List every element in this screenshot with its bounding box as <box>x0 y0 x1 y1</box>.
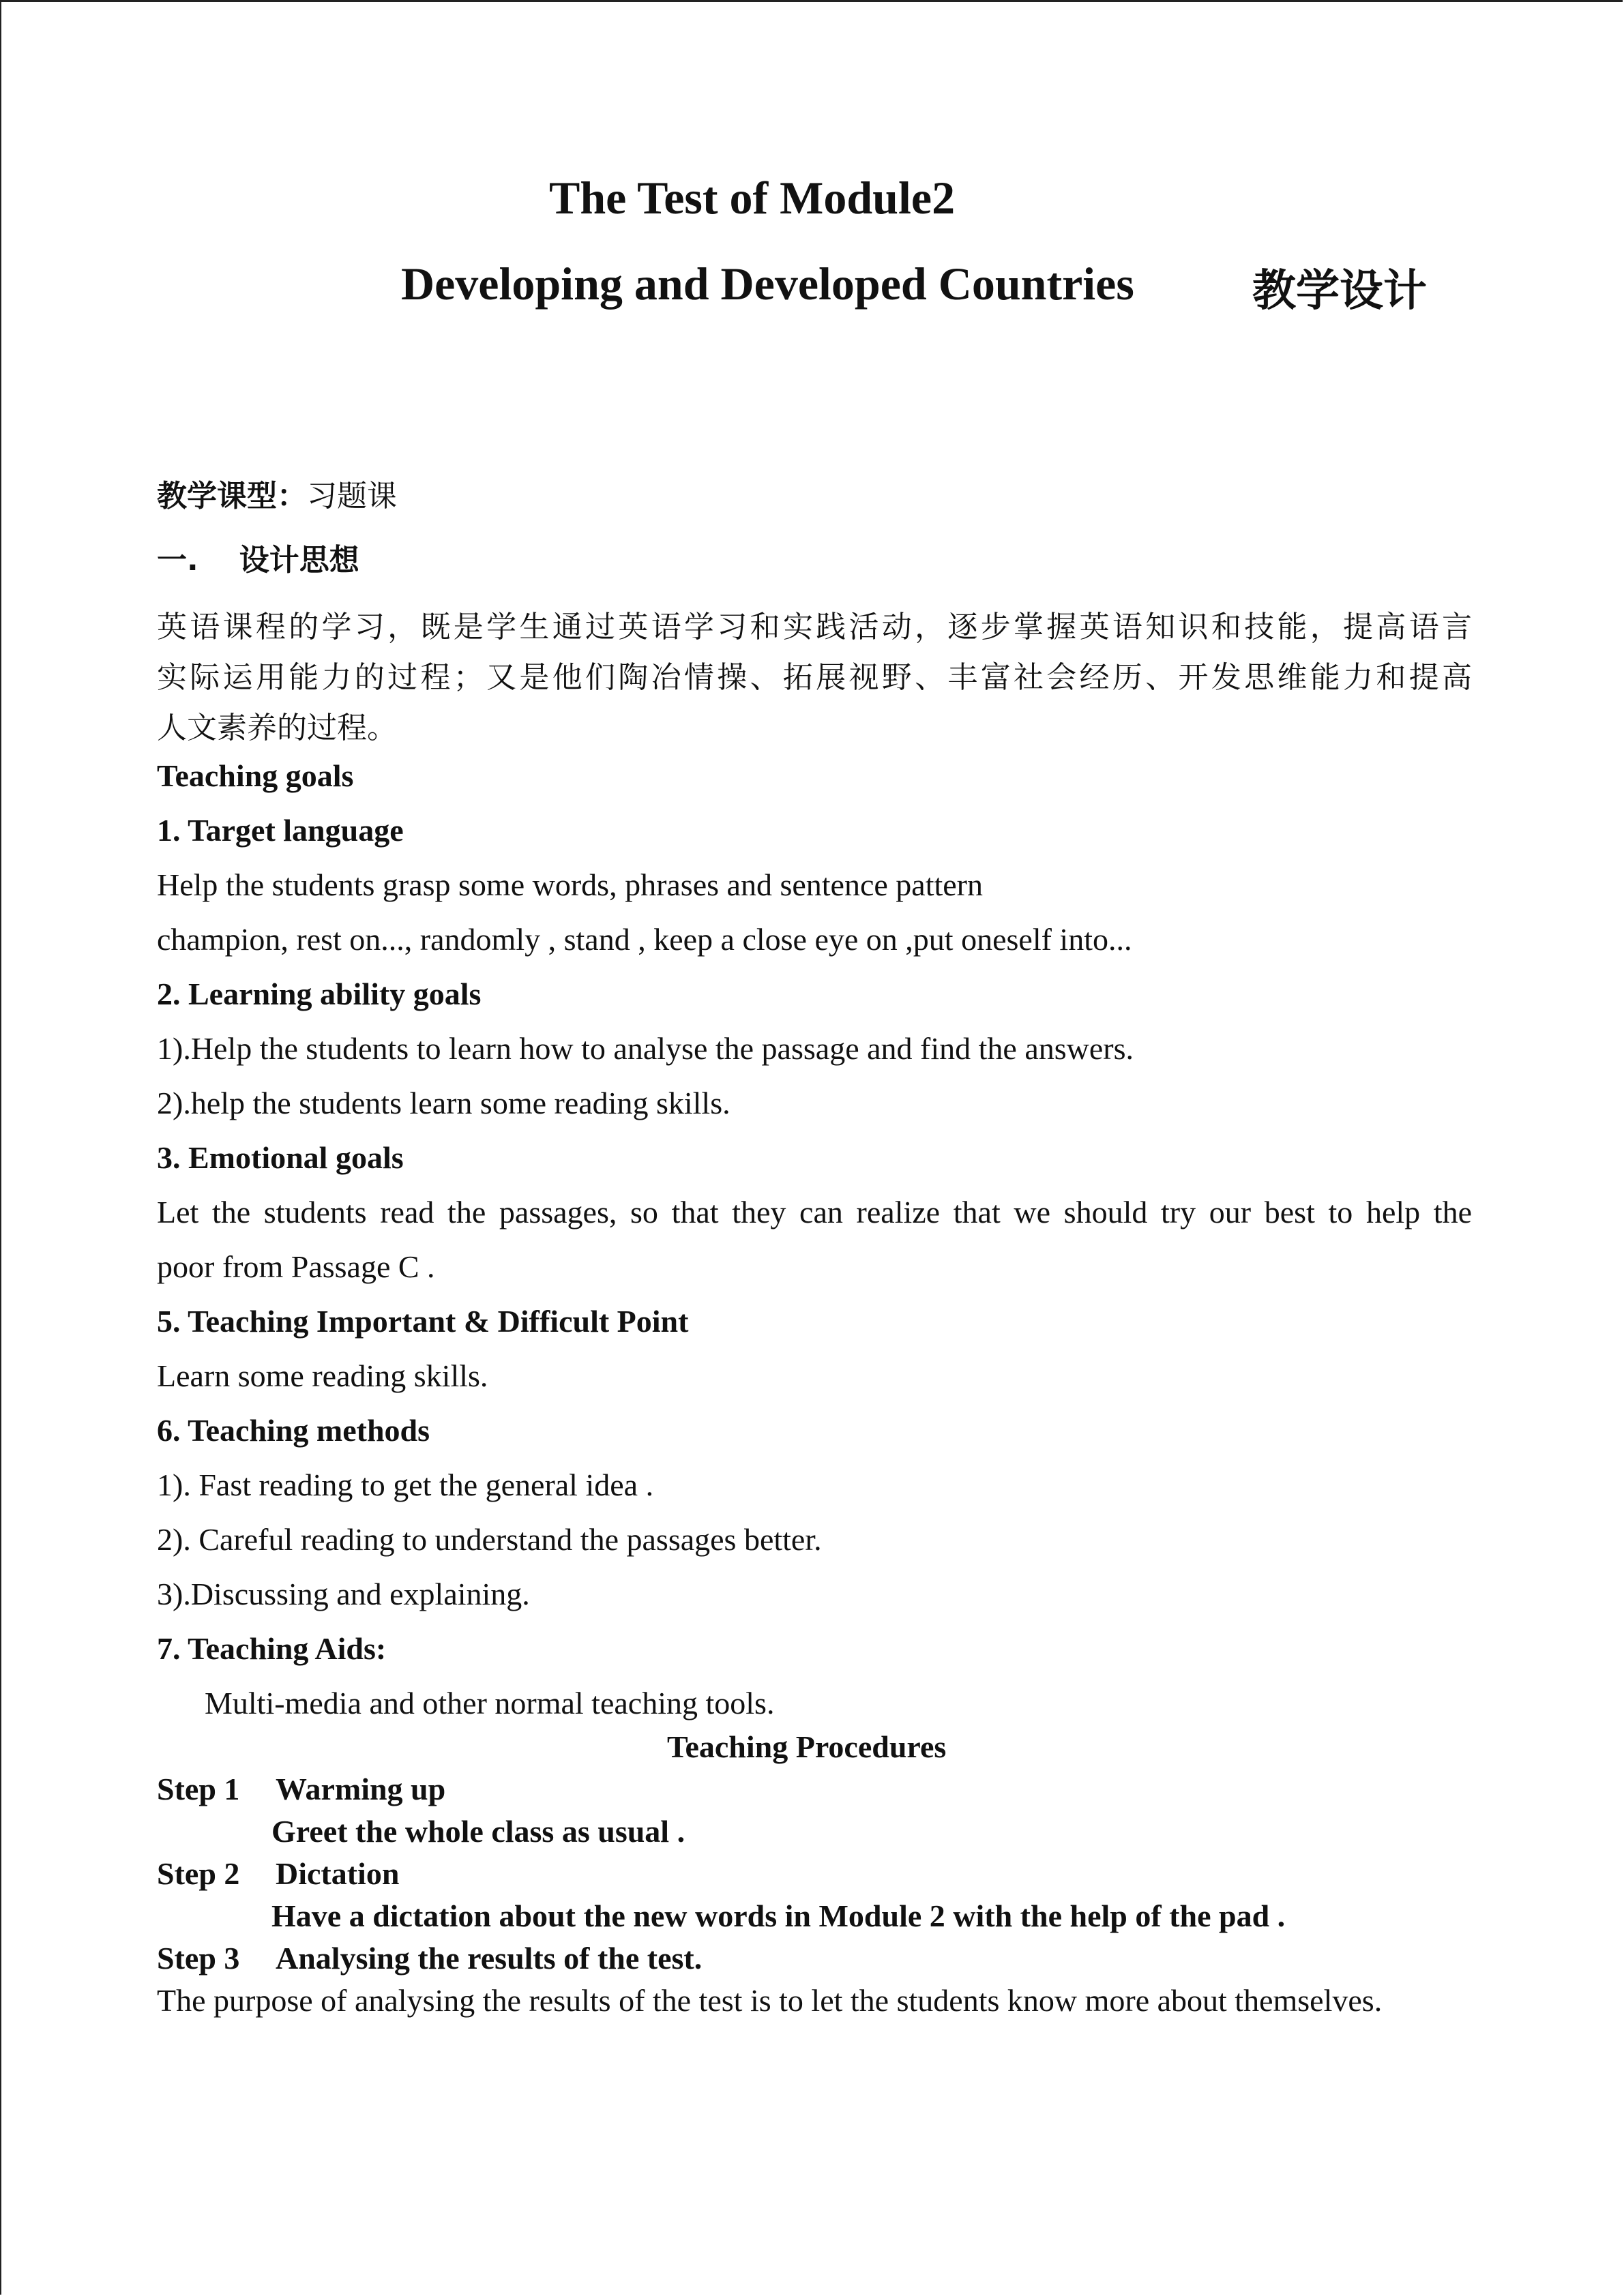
section-1-number: 一. <box>157 543 198 578</box>
step-2-detail: Have a dictation about the new words in Module 2 with the help of the pad . <box>271 1898 1286 1933</box>
step-2-label: Step 2 <box>157 1856 240 1891</box>
teaching-methods-line-3: 3).Discussing and explaining. <box>157 1577 530 1611</box>
step-2-title: Dictation <box>276 1856 400 1891</box>
title-line-1: The Test of Module2 <box>549 172 956 224</box>
intro-line-2: 实际运用能力的过程；又是他们陶冶情操、拓展视野、丰富社会经历、开发思维能力和提高 <box>157 660 1472 695</box>
ability-goals-line-2: 2).help the students learn some reading skills. <box>157 1086 730 1120</box>
target-language-line-2: champion, rest on..., randomly , stand , keep a close eye on ,put oneself into... <box>157 922 1132 957</box>
step-1-detail: Greet the whole class as usual . <box>271 1814 685 1849</box>
lesson-type <box>157 471 397 515</box>
teaching-aids-line-1: Multi-media and other normal teaching tools. <box>205 1686 775 1720</box>
important-point-heading: 5. Teaching Important & Difficult Point <box>157 1304 689 1339</box>
section-1-title: 设计思想 <box>239 543 359 578</box>
teaching-goals-heading: Teaching goals <box>157 758 354 793</box>
step-3-title: Analysing the results of the test. <box>276 1941 703 1976</box>
procedures-closing: The purpose of analysing the results of the test is to let the students know more about themselves. <box>157 1983 1383 2018</box>
teaching-aids-heading: 7. Teaching Aids: <box>157 1631 387 1666</box>
lesson-type-label: 教学课型： <box>157 479 307 513</box>
intro-line-1: 英语课程的学习，既是学生通过英语学习和实践活动，逐步掌握英语知识和技能，提高语言 <box>157 610 1472 644</box>
ability-goals-line-1: 1).Help the students to learn how to analyse the passage and find the answers. <box>157 1031 1134 1066</box>
step-1-label: Step 1 <box>157 1772 240 1806</box>
ability-goals-heading: 2. Learning ability goals <box>157 976 482 1011</box>
title-line-2: Developing and Developed Countries <box>401 258 1134 310</box>
teaching-methods-heading: 6. Teaching methods <box>157 1413 430 1448</box>
teaching-methods-line-1: 1). Fast reading to get the general idea . <box>157 1467 654 1502</box>
teaching-methods-line-2: 2). Careful reading to understand the passages better. <box>157 1522 822 1557</box>
emotional-goals-line-2: poor from Passage C . <box>157 1249 435 1284</box>
emotional-goals-line-1: Let the students read the passages, so that they can realize that we should try our best to help the <box>157 1195 1472 1229</box>
target-language-heading: 1. Target language <box>157 813 404 848</box>
step-1-title: Warming up <box>276 1772 446 1806</box>
section-1-heading <box>157 535 359 579</box>
title-line-2-chinese: 教学设计 <box>1252 266 1427 316</box>
lesson-type-value: 习题课 <box>307 479 397 513</box>
emotional-goals-heading: 3. Emotional goals <box>157 1140 404 1175</box>
target-language-line-1: Help the students grasp some words, phrases and sentence pattern <box>157 867 984 902</box>
step-3-label: Step 3 <box>157 1941 240 1976</box>
procedures-heading: Teaching Procedures <box>667 1729 947 1764</box>
important-point-line-1: Learn some reading skills. <box>157 1358 488 1393</box>
intro-line-3: 人文素养的过程。 <box>157 711 397 745</box>
